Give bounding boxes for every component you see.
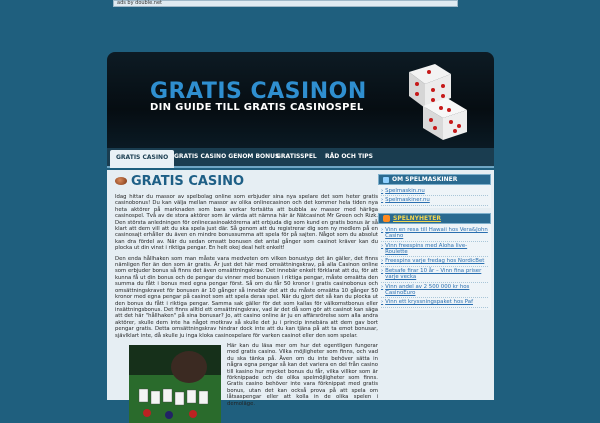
nav-item-gratisspel[interactable]: GRATISSPEL: [276, 153, 317, 160]
bullet-icon: ›: [381, 197, 384, 204]
news-link-aloha[interactable]: [381, 242, 488, 258]
nav-item-gratis-casino[interactable]: GRATIS CASINO: [110, 150, 174, 168]
link-text[interactable]: Vinn ett kryssningspaket hos Paf: [385, 299, 473, 306]
section-with-photo: [115, 343, 378, 423]
dice-illustration: [395, 58, 477, 142]
widget-body: [378, 185, 491, 208]
news-link-hawaii[interactable]: [381, 226, 488, 242]
page-title-text: GRATIS CASINO: [131, 174, 245, 189]
bullet-icon: ›: [381, 299, 384, 306]
news-link-nordicbet[interactable]: [381, 257, 488, 266]
widget-body: [378, 224, 491, 310]
link-text[interactable]: Spelmaskiner.nu: [385, 197, 430, 204]
rss-icon[interactable]: [383, 215, 390, 222]
nav-item-gratis-casino-genom-bonus[interactable]: GRATIS CASINO GENOM BONUS: [174, 153, 280, 160]
bullet-icon: ›: [381, 242, 384, 249]
bullet-icon: ›: [381, 283, 384, 290]
page-title: [115, 174, 378, 190]
bullet-icon: ›: [381, 267, 384, 274]
bullet-icon: ›: [381, 188, 384, 194]
check-icon: [383, 177, 389, 183]
bullet-icon: ›: [381, 258, 384, 265]
link-text[interactable]: Vinn en resa till Hawaii hos Vera&John Casino: [385, 226, 488, 240]
link-text[interactable]: Vinn freespins med Aloha live-Roulette: [385, 242, 468, 256]
ad-strip-text: ads by double.net: [117, 0, 162, 6]
widget-title-spelnyheter[interactable]: [378, 213, 491, 224]
site-header: [107, 52, 494, 148]
site-tagline: DIN GUIDE TILL GRATIS CASINOSPEL: [150, 102, 364, 113]
ad-strip[interactable]: [113, 0, 458, 7]
intro-paragraph: Idag hittar du massor av spelbolag online som erbjuder sina nya spelare det som heter gratis casinobonus! Du kan välja mellan massor av olika onlinecasinon och det kommer hela tiden nya heta aktörer på marknaden som bara verkar fortsätta att bubbla av massor med härliga casinospel. Två av de stora aktörer som är värda att nämna här är Nätcasinot Mr Green och Rizk. Den största anledningen för onlinecasinoaktörerna att erbjuda dig som kund en gratis bonus är så klart att dem vill att du ska spela just där. Så genom att du registrerar dig som ny medlem på en casinosajt erhåller du även en mindre bonussumma att spela för på sajten. Något som du absolut kan dra fördel av. När du sedan omsatt bonusen det antal gånger som casinot kräver kan du plocka ut din vinst i riktiga pengar. En helt okej deal helt enkelt!: [115, 194, 378, 252]
link-text[interactable]: Spelmaskin.nu: [385, 188, 425, 194]
sidebar-link-spelmaskiner[interactable]: [381, 196, 488, 205]
sidebar-link-spelmaskin[interactable]: [381, 187, 488, 196]
main-nav: [107, 148, 494, 168]
content-area: [107, 170, 494, 407]
bonus-paragraph: Den enda hållhaken som man måste vara medveten om vilken bonustyp det än gäller, det finns nämligen fler än den som är gratis. Är just det här med omsättningskrav, på alla Casinon online som erbjuder bonus så finns det även omsättningskrav. Det innebär enkelt förklarat att du, för att kunna få ut din bonus och de pengar du vinner med bonusen i riktiga pengar, måste omsätta den summa du fått i bonus med egna pengar först. Så om du får 50 kronor i gratis casinobonus och omsättningskravet för bonusen är 10 gånger så innebär det att du måste omsätta 10 gånger 50 kronor med egna pengar på casinot som att spela deras spel. När du gjort det så kan du plocka ut den bonus du fått i riktiga pengar. Samma sak gäller för det som kallas för välkomstbonus eller insättningsbonus. Det finns alltid ett omsättningskrav, vad är det då som gör att casinot kan säga att det här "hållhaken" på sina bonusar? Jo, att casino online är ju en affärsrörelse som alla andra aktörer, skulle dem inte ha något motkrav så skulle det ju i princip innebära att dem gav bort pengar gratis. Detta omsättningskrav hindrar dock inte att du kan tjäna på att ta emot bonusar, sjävlklart inte, då skulle ju inga kloka casinospelare för varken casinot eller den som spelar.: [115, 255, 378, 339]
bullet-icon: ›: [381, 226, 384, 233]
news-link-paf[interactable]: [381, 298, 488, 307]
die-front: [423, 98, 467, 140]
sidebar: [378, 174, 491, 400]
main-column: [115, 174, 378, 407]
widget-spelnyheter: [378, 213, 491, 310]
link-text[interactable]: Betsafe firar 10 år – Vinn fina priser varje vecka: [385, 267, 482, 281]
link-text[interactable]: Vinn andel av 2 500 000 kr hos CasinoEuro: [385, 283, 470, 297]
widget-title-om-spelmaskiner: [378, 174, 491, 185]
info-paragraph: Här kan du läsa mer om hur det egentligen fungerar med gratis casino. Vilka möjligheter som finns, och vad du ska tänka på. Även om du inte behöver sätta in några egna pengar så kan det variera en del från casino till kasino hur mycket bonus du får, vilka villkor som är förknippade och de olika spelmöjligheter som finns. Gratis casino behöver inte vara förknippat med gratis bonus, utan det kan också prova på att spela om låtsaspengar eller att kolla in de olika spelen i demoläge.: [227, 342, 378, 407]
casino-table-photo: [129, 345, 221, 423]
widget-title-text: OM SPELMASKINER: [392, 176, 458, 183]
poker-chip-icon: [115, 177, 127, 185]
link-text[interactable]: Freespins varje fredag hos NordicBet: [385, 258, 485, 265]
widget-title-text[interactable]: SPELNYHETER: [393, 214, 441, 222]
widget-om-spelmaskiner: [378, 174, 491, 208]
news-link-casinoeuro[interactable]: [381, 283, 488, 299]
news-link-betsafe[interactable]: [381, 267, 488, 283]
site-title[interactable]: GRATIS CASINON: [150, 79, 367, 104]
page-wrapper: [107, 52, 494, 407]
nav-item-rad-och-tips[interactable]: RÅD OCH TIPS: [325, 153, 373, 160]
